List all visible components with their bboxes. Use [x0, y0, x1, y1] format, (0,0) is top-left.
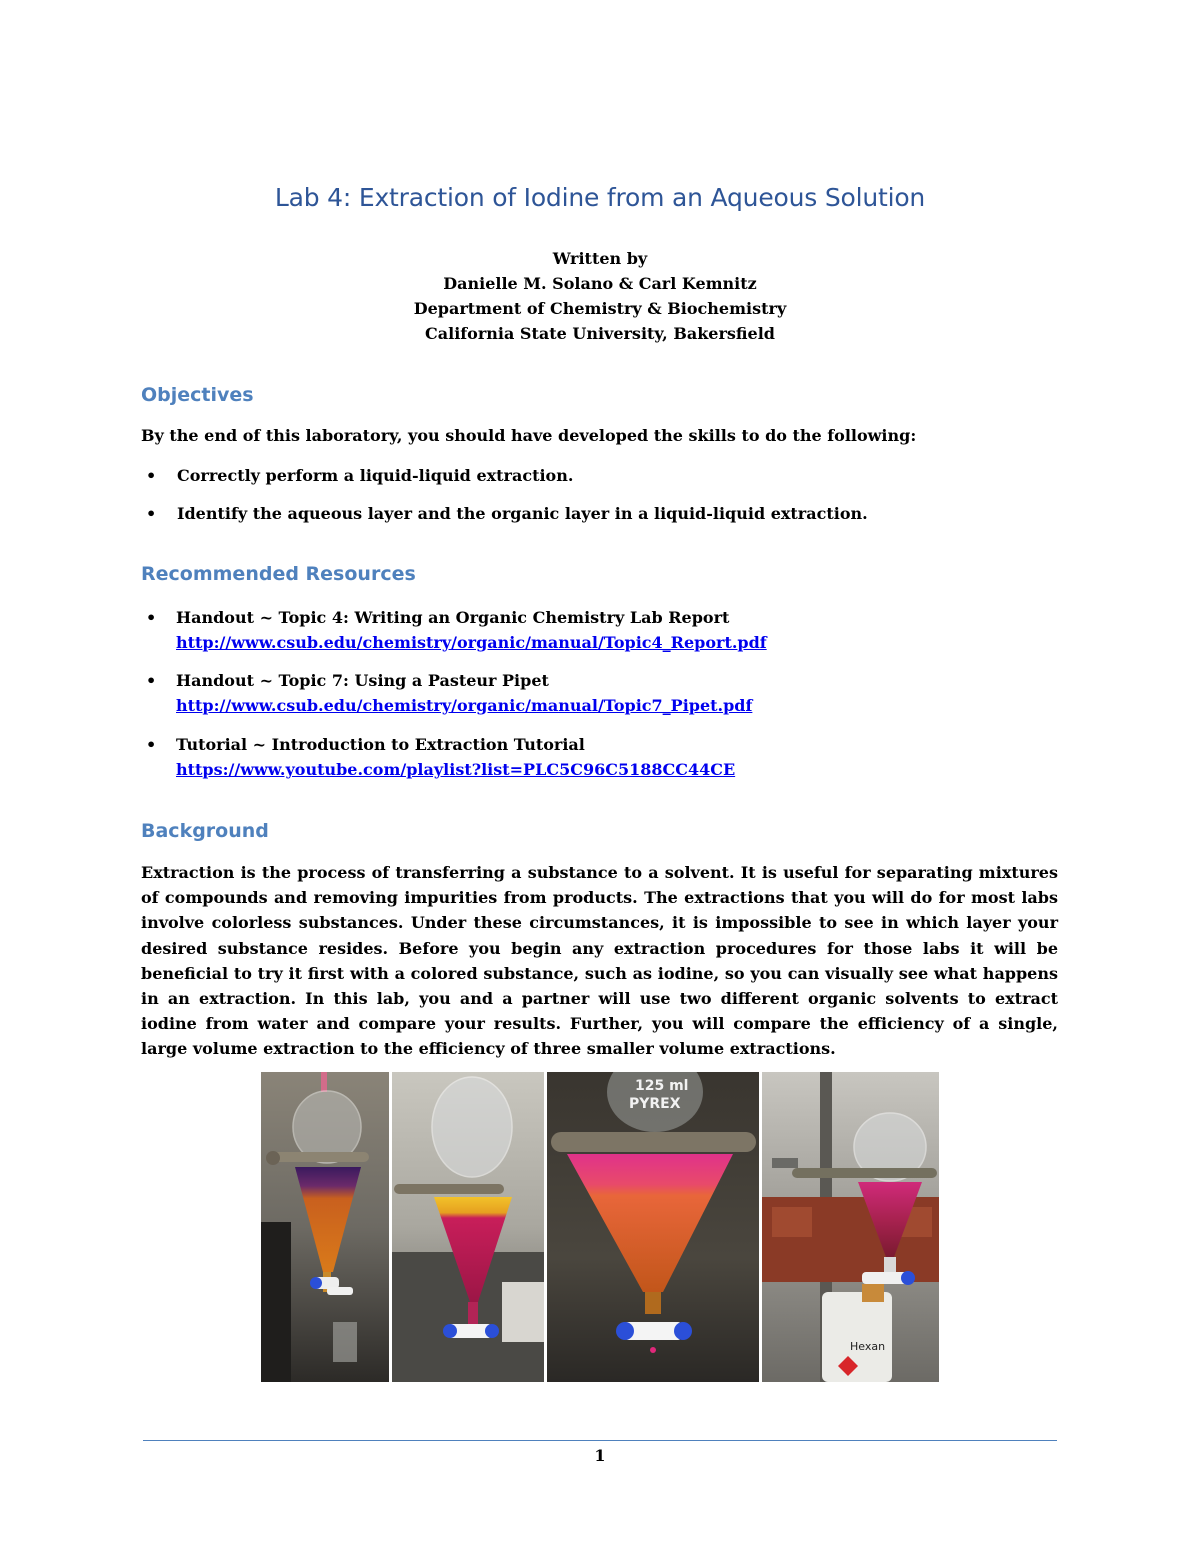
beaker-brand: PYREX [629, 1096, 681, 1112]
document-title: Lab 4: Extraction of Iodine from an Aqueous Solution [274, 183, 926, 212]
resource-text: Handout ~ Topic 7: Using a Pasteur Pipet [176, 671, 549, 690]
bullet-icon: • [146, 504, 157, 523]
byline [0, 246, 1200, 346]
background-heading: Background [141, 820, 269, 842]
photo-funnel-2 [392, 1072, 544, 1382]
beaker-label: 125 ml [635, 1078, 689, 1094]
background-paragraph: Extraction is the process of transferring a substance to a solvent. It is useful for separating mixtures of compounds and removing impurities from products. The extractions that you will do for most labs involve colorless substances. Under these circumstances, it is impossible to see in which layer your desired substance resides. Before you begin any extraction procedures for those labs it will be beneficial to try it first with a colored substance, such as iodine, so you can visually see what happens in an extraction. In this lab, you and a partner will use two different organic solvents to extract iodine from water and compare your results. Further, you will compare the efficiency of a single, large volume extraction to the efficiency of three smaller volume extractions. [141, 863, 1058, 1059]
written-by: Written by [552, 249, 648, 268]
university: California State University, Bakersfield [425, 324, 775, 343]
resource-link[interactable]: http://www.csub.edu/chemistry/organic/manual/Topic4_Report.pdf [176, 633, 767, 652]
objectives-intro: By the end of this laboratory, you should have developed the skills to do the following: [141, 426, 917, 445]
resource-text: Handout ~ Topic 4: Writing an Organic Chemistry Lab Report [176, 608, 730, 627]
resource-link[interactable]: http://www.csub.edu/chemistry/organic/manual/Topic7_Pipet.pdf [176, 696, 753, 715]
photo-funnel-3 [547, 1072, 759, 1382]
objective-text: Correctly perform a liquid-liquid extraction. [177, 466, 574, 485]
photo-funnel-4 [762, 1072, 939, 1382]
resource-text: Tutorial ~ Introduction to Extraction Tutorial [176, 735, 585, 754]
bullet-icon: • [146, 735, 157, 754]
bullet-icon: • [146, 671, 157, 690]
objectives-heading: Objectives [141, 384, 254, 406]
authors: Danielle M. Solano & Carl Kemnitz [443, 274, 757, 293]
resources-heading: Recommended Resources [141, 563, 416, 585]
bottle-label: Hexan [850, 1340, 886, 1353]
bullet-icon: • [146, 466, 157, 485]
footer-divider [143, 1440, 1057, 1441]
photo-funnel-1 [261, 1072, 389, 1382]
objective-text: Identify the aqueous layer and the organic layer in a liquid-liquid extraction. [177, 504, 868, 523]
department: Department of Chemistry & Biochemistry [413, 299, 787, 318]
bullet-icon: • [146, 608, 157, 627]
resource-link[interactable]: https://www.youtube.com/playlist?list=PLC5C96C5188CC44CE [176, 760, 736, 779]
page-number: 1 [594, 1446, 606, 1465]
